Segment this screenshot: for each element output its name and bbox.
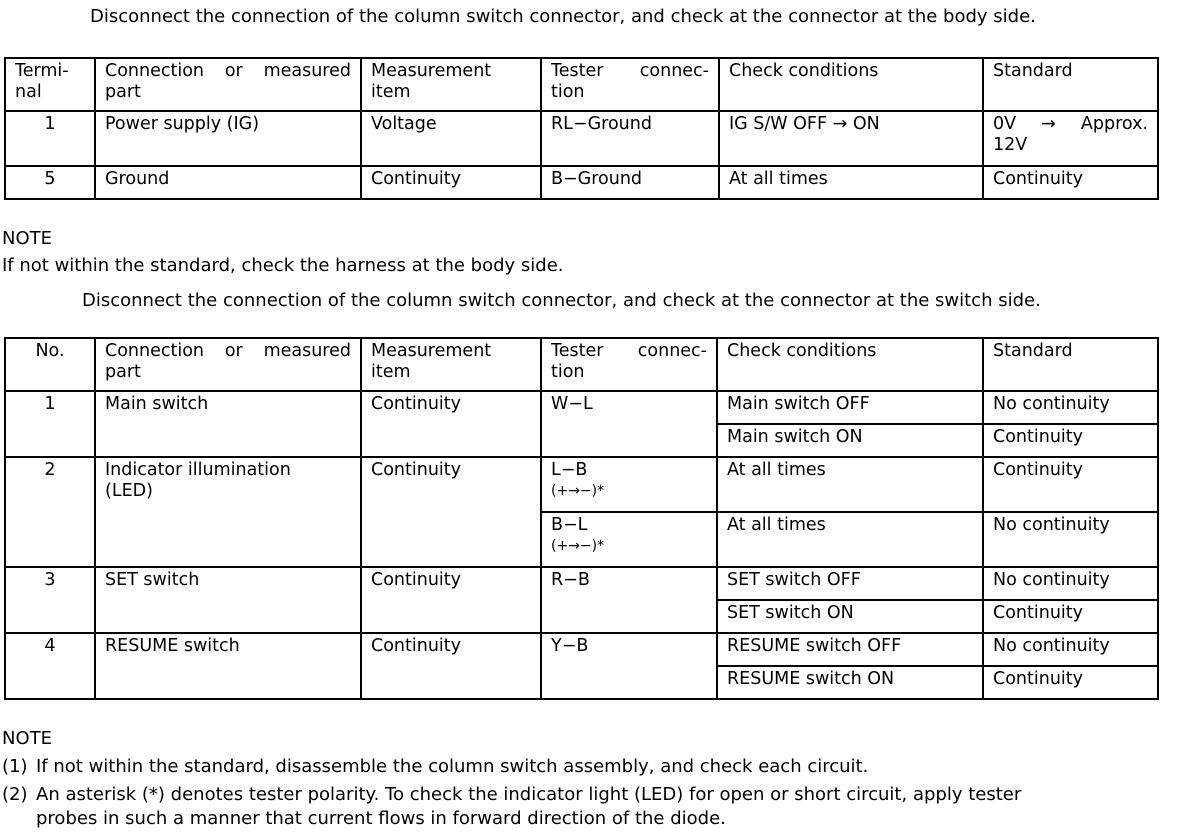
header-no: No. — [5, 338, 95, 391]
item-cell: Voltage — [361, 111, 541, 166]
header-check-conditions: Check conditions — [719, 58, 983, 111]
tester-cell: B−L (+→−)* — [541, 512, 717, 567]
part-cell: Indicator illumination (LED) — [95, 457, 361, 567]
standard-cell: 0V → Approx. 12V — [983, 111, 1158, 166]
header-standard: Standard — [983, 58, 1158, 111]
table-row — [5, 166, 1158, 199]
item-cell: Continuity — [361, 457, 541, 567]
table-row — [5, 567, 1158, 600]
note2-item-2-text-line1: An asterisk (*) denotes tester polarity. To check the indicator light (LED) for open or short circuit, apply tester — [36, 784, 1022, 805]
conditions-cell: At all times — [717, 512, 983, 567]
table-row — [5, 633, 1158, 666]
header-standard: Standard — [983, 338, 1158, 391]
standard-cell: Continuity — [983, 600, 1158, 633]
standard-cell: No continuity — [983, 567, 1158, 600]
tester-cell: B−Ground — [541, 166, 719, 199]
conditions-cell: RESUME switch OFF — [717, 633, 983, 666]
note2-item-2-text-line2: probes in such a manner that current flows in forward direction of the diode. — [36, 808, 726, 829]
conditions-cell: SET switch ON — [717, 600, 983, 633]
header-check-conditions: Check conditions — [717, 338, 983, 391]
note2-item-2-number: (2) — [2, 784, 28, 805]
no-cell: 3 — [5, 567, 95, 633]
item-cell: Continuity — [361, 633, 541, 699]
standard-cell: Continuity — [983, 424, 1158, 457]
header-connection-part: Connection or measured part — [95, 338, 361, 391]
conditions-cell: SET switch OFF — [717, 567, 983, 600]
header-tester-connection: Tester connec- tion — [541, 338, 717, 391]
note1-title: NOTE — [2, 228, 53, 249]
header-measurement-item: Measurement item — [361, 338, 541, 391]
note1-text: If not within the standard, check the harness at the body side. — [2, 255, 564, 276]
note2-item-1 — [2, 756, 1172, 780]
table-row — [5, 111, 1158, 166]
header-terminal: Termi- nal — [5, 58, 95, 111]
part-cell: Main switch — [95, 391, 361, 457]
standard-cell: Continuity — [983, 457, 1158, 512]
tester-cell: L−B (+→−)* — [541, 457, 717, 512]
tester-cell: Y−B — [541, 633, 717, 699]
terminal-cell: 5 — [5, 166, 95, 199]
table-header-row — [5, 58, 1158, 111]
standard-cell: Continuity — [983, 666, 1158, 699]
note2-title: NOTE — [2, 728, 53, 749]
body-side-table — [4, 57, 1159, 200]
section1-intro: Disconnect the connection of the column switch connector, and check at the connector at the body side. — [90, 6, 1036, 27]
conditions-cell: At all times — [719, 166, 983, 199]
item-cell: Continuity — [361, 166, 541, 199]
standard-cell: Continuity — [983, 166, 1158, 199]
conditions-cell: RESUME switch ON — [717, 666, 983, 699]
switch-side-table — [4, 337, 1159, 700]
item-cell: Continuity — [361, 567, 541, 633]
tester-cell: R−B — [541, 567, 717, 633]
conditions-cell: Main switch OFF — [717, 391, 983, 424]
no-cell: 4 — [5, 633, 95, 699]
part-cell: Ground — [95, 166, 361, 199]
no-cell: 1 — [5, 391, 95, 457]
note2-item-2 — [2, 784, 1172, 830]
tester-cell: RL−Ground — [541, 111, 719, 166]
conditions-cell: Main switch ON — [717, 424, 983, 457]
section2-intro: Disconnect the connection of the column switch connector, and check at the connector at the switch side. — [82, 290, 1041, 311]
note2-item-1-text: If not within the standard, disassemble the column switch assembly, and check each circuit. — [36, 756, 869, 777]
conditions-cell: At all times — [717, 457, 983, 512]
part-cell: SET switch — [95, 567, 361, 633]
no-cell: 2 — [5, 457, 95, 567]
standard-cell: No continuity — [983, 633, 1158, 666]
note2-item-1-number: (1) — [2, 756, 28, 777]
part-cell: Power supply (IG) — [95, 111, 361, 166]
standard-cell: No continuity — [983, 512, 1158, 567]
table-row — [5, 457, 1158, 512]
terminal-cell: 1 — [5, 111, 95, 166]
table-header-row — [5, 338, 1158, 391]
table-row — [5, 391, 1158, 424]
tester-cell: W−L — [541, 391, 717, 457]
standard-cell: No continuity — [983, 391, 1158, 424]
header-measurement-item: Measurement item — [361, 58, 541, 111]
header-tester-connection: Tester connec- tion — [541, 58, 719, 111]
conditions-cell: IG S/W OFF → ON — [719, 111, 983, 166]
header-connection-part: Connection or measured part — [95, 58, 361, 111]
item-cell: Continuity — [361, 391, 541, 457]
part-cell: RESUME switch — [95, 633, 361, 699]
